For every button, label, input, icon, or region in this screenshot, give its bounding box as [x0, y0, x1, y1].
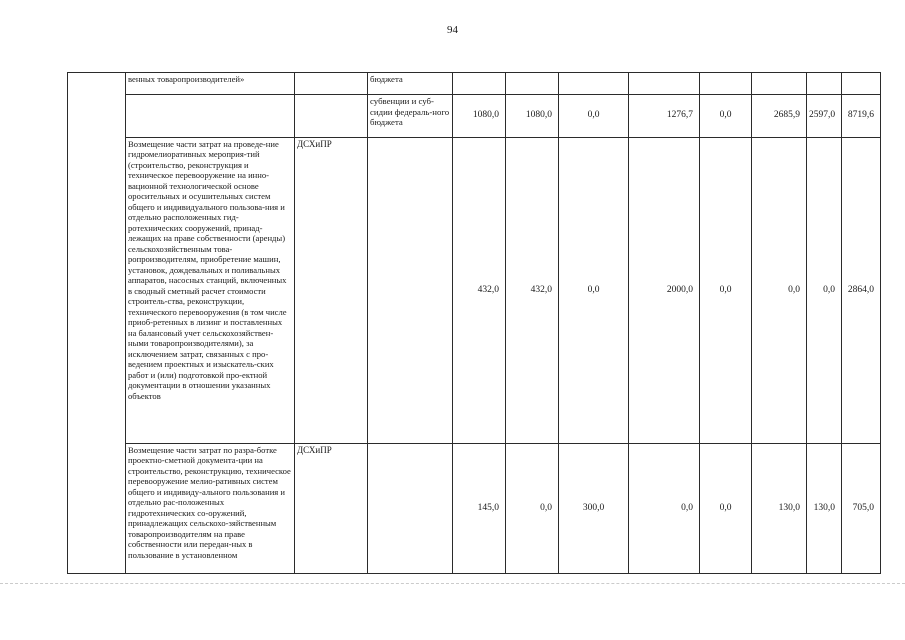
- page-fold-line: [0, 583, 905, 584]
- value-cell: 1080,0: [453, 95, 506, 138]
- value-cell: 0,0: [700, 95, 752, 138]
- value-cell: 300,0: [559, 444, 629, 574]
- measure-description: Возмещение части затрат по разра-ботке проектно-сметной документа-ции на строительство, реконструкцию, техническое перевооружение мелио-ративных систем общего и индивиду-ального пользования и отдельно рас-положенных гидротехнических со-оружений, принадлежащих сельскохо-зяйственным товаропроизводителям на праве собственности или передан-ных в пользование в установленном: [126, 444, 295, 574]
- value-cell: 2685,9: [752, 95, 807, 138]
- value-cell: 0,0: [807, 138, 842, 444]
- value-cell: 0,0: [629, 444, 700, 574]
- value-cell: 2597,0: [807, 95, 842, 138]
- executor-cell: [295, 73, 368, 95]
- measure-description: [126, 95, 295, 138]
- value-cell: [453, 73, 506, 95]
- value-cell: 0,0: [559, 138, 629, 444]
- value-cell: 1080,0: [506, 95, 559, 138]
- value-cell: 432,0: [453, 138, 506, 444]
- value-cell: 705,0: [842, 444, 881, 574]
- value-cell: 8719,6: [842, 95, 881, 138]
- value-cell: 0,0: [506, 444, 559, 574]
- value-cell: 130,0: [752, 444, 807, 574]
- measure-description: Возмещение части затрат на проведе-ние гидромелиоративных мероприя-тий (строительство, реконструкция и техническое перевооружение на инно-вационной технологической основе оросительных и осушительных систем общего и индивидуального пользова-ния и отдельно расположенных гид-ротехнических сооружений, принад-лежащих на праве собственности (аренды) сельскохозяйственным това-ропроизводителям, приобретение машин, установок, дождевальных и поливальных аппаратов, насосных станций, включенных в сводный сметный расчет стоимости строитель-ства, реконструкции, технического перевооружения (в том числе приоб-ретенных в лизинг и поставленных на балансовый учет сельскохозяйствен-ными товаропроизводителями), за исключением затрат, связанных с про-ведением проектных и изыскатель-ских работ и (или) подготовкой про-ектной документации в отношении указанных объектов: [126, 138, 295, 444]
- table-row: [68, 95, 881, 138]
- value-cell: [700, 73, 752, 95]
- value-cell: [807, 73, 842, 95]
- value-cell: 130,0: [807, 444, 842, 574]
- executor-cell: ДСХиПР: [295, 444, 368, 574]
- funding-source: [368, 444, 453, 574]
- value-cell: [842, 73, 881, 95]
- table-row: [68, 444, 881, 574]
- page-number: 94: [447, 24, 458, 36]
- value-cell: [506, 73, 559, 95]
- value-cell: 0,0: [752, 138, 807, 444]
- table-row: [68, 73, 881, 95]
- left-blank-cell: [68, 73, 126, 574]
- funding-source: [368, 138, 453, 444]
- value-cell: 0,0: [700, 444, 752, 574]
- executor-cell: ДСХиПР: [295, 138, 368, 444]
- executor-cell: [295, 95, 368, 138]
- value-cell: [629, 73, 700, 95]
- value-cell: 0,0: [700, 138, 752, 444]
- table-row: [68, 138, 881, 444]
- funding-source: бюджета: [368, 73, 453, 95]
- value-cell: [559, 73, 629, 95]
- funding-source: субвенции и суб-сидии федераль-ного бюджета: [368, 95, 453, 138]
- value-cell: [752, 73, 807, 95]
- program-table: [67, 72, 881, 574]
- value-cell: 1276,7: [629, 95, 700, 138]
- value-cell: 2864,0: [842, 138, 881, 444]
- value-cell: 145,0: [453, 444, 506, 574]
- value-cell: 2000,0: [629, 138, 700, 444]
- value-cell: 0,0: [559, 95, 629, 138]
- value-cell: 432,0: [506, 138, 559, 444]
- measure-description: венных товаропроизводителей»: [126, 73, 295, 95]
